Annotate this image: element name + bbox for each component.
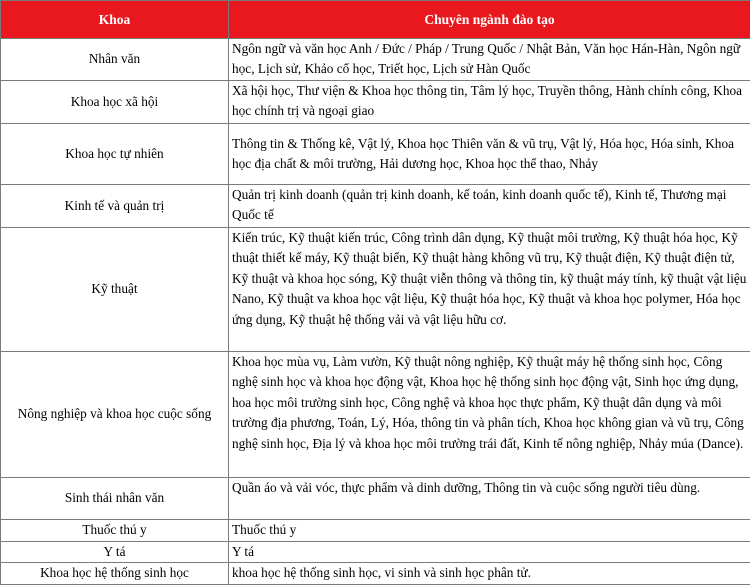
programs-cell: khoa học hệ thống sinh học, vi sinh và sinh học phân tử. xyxy=(229,563,750,584)
table-row xyxy=(1,520,750,542)
faculty-cell: Kỹ thuật xyxy=(1,228,229,352)
table-row xyxy=(1,542,750,563)
table-row xyxy=(1,124,750,185)
header-programs: Chuyên ngành đào tạo xyxy=(229,1,750,39)
faculty-cell: Kinh tế và quản trị xyxy=(1,185,229,228)
faculty-cell: Nhân văn xyxy=(1,39,229,81)
programs-cell: Kiến trúc, Kỹ thuật kiến trúc, Công trình dân dụng, Kỹ thuật môi trường, Kỹ thuật hóa học, Kỹ thuật thiết kế máy, Kỹ thuật biển, Kỹ thuật hàng không vũ trụ, Kỹ thuật điện, Kỹ thuật điện tử, Kỹ thuật và khoa học sóng, Kỹ thuật viễn thông và thông tin, kỹ thuật máy tính, kỹ thuật vật liệu Nano, Kỹ thuật va khoa học vật liệu, Kỹ thuật hóa học, Kỹ thuật và khoa học polymer, Hóa học ứng dụng, Kỹ thuật hệ thống vải và vật liệu hữu cơ. xyxy=(229,228,750,352)
faculty-cell: Nông nghiệp và khoa học cuộc sống xyxy=(1,352,229,478)
table-row xyxy=(1,39,750,81)
programs-cell: Quản trị kinh doanh (quản trị kinh doanh, kế toán, kinh doanh quốc tế), Kinh tế, Thương mại Quốc tế xyxy=(229,185,750,228)
programs-cell: Quần áo và vải vóc, thực phẩm và dinh dưỡng, Thông tin và cuộc sống người tiêu dùng. xyxy=(229,478,750,520)
faculty-cell: Thuốc thú y xyxy=(1,520,229,542)
programs-cell: Ngôn ngữ và văn học Anh / Đức / Pháp / Trung Quốc / Nhật Bản, Văn học Hán-Hàn, Ngôn ngữ học, Lịch sử, Khảo cổ học, Triết học, Lịch sử Hàn Quốc xyxy=(229,39,750,81)
programs-cell: Xã hội học, Thư viện & Khoa học thông tin, Tâm lý học, Truyền thông, Hành chính công, Khoa học chính trị và ngoại giao xyxy=(229,81,750,124)
faculty-cell: Khoa học tự nhiên xyxy=(1,124,229,185)
programs-cell: Thông tin & Thống kê, Vật lý, Khoa học Thiên văn & vũ trụ, Vật lý, Hóa học, Hóa sinh, Khoa học địa chất & môi trường, Hải dương học, Khoa học thể thao, Nhảy xyxy=(229,124,750,185)
table-row xyxy=(1,478,750,520)
programs-cell: Thuốc thú y xyxy=(229,520,750,542)
faculty-cell: Khoa học xã hội xyxy=(1,81,229,124)
table-row xyxy=(1,81,750,124)
table-row xyxy=(1,563,750,584)
table-row xyxy=(1,228,750,352)
faculty-cell: Sinh thái nhân văn xyxy=(1,478,229,520)
faculty-cell: Y tá xyxy=(1,542,229,563)
table-row xyxy=(1,185,750,228)
faculty-cell: Khoa học hệ thống sinh học xyxy=(1,563,229,584)
programs-cell: Y tá xyxy=(229,542,750,563)
table-row xyxy=(1,352,750,478)
programs-cell: Khoa học mùa vụ, Làm vườn, Kỹ thuật nông nghiệp, Kỹ thuật máy hệ thống sinh học, Công nghệ sinh học và khoa học động vật, Khoa học hệ thống sinh học động vật, Sinh học ứng dụng, hoa học môi trường sinh học, Công nghệ và khoa học thực phẩm, Kỹ thuật dân dụng và môi trường địa phương, Toán, Lý, Hóa, thông tin và phân tích, Khoa học không gian và vũ trụ, Công nghệ sinh học, Địa lý và khoa học môi trường trái đất, Kinh tế nông nghiệp, Nhảy múa (Dance). xyxy=(229,352,750,478)
header-row xyxy=(1,1,750,39)
header-faculty: Khoa xyxy=(1,1,229,39)
